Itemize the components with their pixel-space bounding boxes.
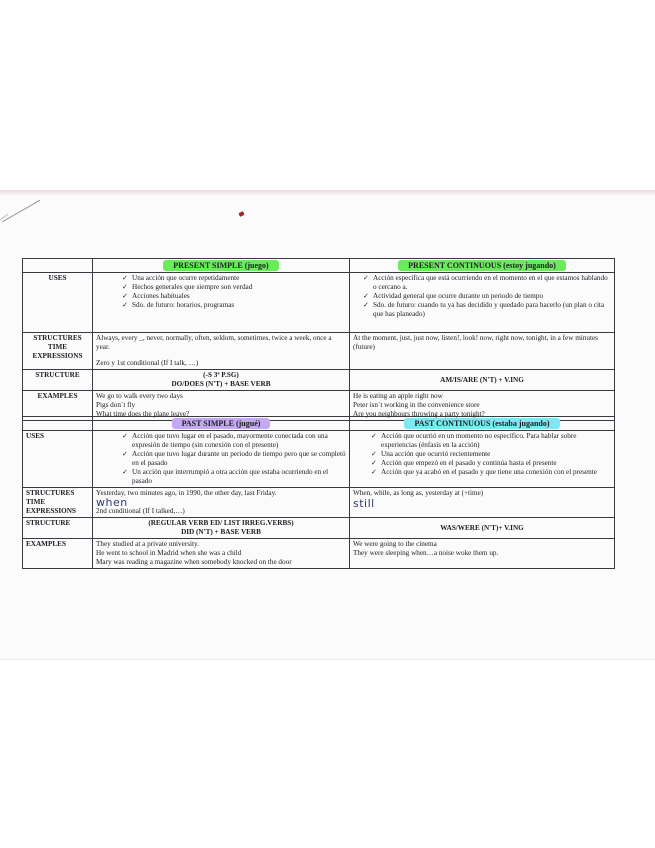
list-item: ✓ Acción que tuvo lugar durante un periodo de tiempo pero que se completó en el pasado <box>122 450 346 468</box>
list-item: ✓ Una acción que ocurrió recientemente <box>371 450 611 459</box>
examples-label: EXAMPLES <box>23 391 93 421</box>
structure-row <box>23 370 615 391</box>
present-simple-structure: (-S 3ª P.SG) DO/DOES (N'T) + BASE VERB <box>93 370 350 391</box>
conditional-note: Zero y 1st conditional (If I talk, …) <box>96 359 199 367</box>
present-continuous-structure: AM/IS/ARE (N'T) + V.ING <box>350 370 615 391</box>
past-simple-examples: They studied at a private university. He went to school in Madrid when she was a child Mary was reading a magazine when somebody knocked on the door <box>93 539 350 569</box>
present-tenses-table <box>22 258 615 421</box>
past-simple-header: PAST SIMPLE (jugué) <box>93 417 350 431</box>
list-item: ✓ Acción que tuvo lugar en el pasado, mayormente conectada con una expresión de tiempo (sin conexión con el presente) <box>122 432 346 450</box>
past-simple-time-expressions: Yesterday, two minutes ago, in 1990, the other day, last Friday. when 2nd conditional (If I talked,…) <box>93 488 350 518</box>
present-continuous-examples: He is eating an apple right now Peter isn´t working in the convenience store Are you neighbours throwing a party tonight? <box>350 391 615 421</box>
past-continuous-uses <box>350 431 615 488</box>
folded-corner-mark <box>0 196 50 226</box>
present-continuous-time-expressions: At the moment, just, just now, listen!, look! now, right now, tonight, in a few minutes (future) <box>350 333 615 370</box>
handwritten-note: when <box>96 496 128 509</box>
list-item: ✓ Una acción que ocurre repetidamente <box>122 274 346 283</box>
structure-row <box>23 518 615 539</box>
list-item: ✓ Acción que ocurrió en un momento no específico. Para hablar sobre experiencias (énfasis en la acción) <box>371 432 611 450</box>
list-item: ✓ Acción que ya acabó en el pasado y que tiene una conexión con el presente <box>371 468 611 477</box>
conditional-note: 2nd conditional (If I talked,…) <box>96 507 185 515</box>
past-continuous-time-expressions: When, while, as long as, yesterday at (+time) still <box>350 488 615 518</box>
table-header-row <box>23 417 615 431</box>
examples-row <box>23 539 615 569</box>
handwritten-note: still <box>353 497 375 510</box>
time-expressions-label: STRUCTURES TIME EXPRESSIONS <box>23 333 93 370</box>
present-continuous-header: PRESENT CONTINUOUS (estoy jugando) <box>350 259 615 273</box>
uses-row <box>23 273 615 333</box>
list-item: ✓ Actividad general que ocurre durante un periodo de tiempo <box>363 292 611 301</box>
past-tenses-table <box>22 416 615 569</box>
present-simple-header: PRESENT SIMPLE (juego) <box>93 259 350 273</box>
structure-label: STRUCTURE <box>23 370 93 391</box>
present-simple-uses <box>93 273 350 333</box>
past-continuous-structure: WAS/WERE (N'T)+ V.ING <box>350 518 615 539</box>
list-item: ✓ Sdo. de futuro: cuando tu ya has decidido y quedado para hacerlo (un plan o cita que has planeado) <box>363 301 611 319</box>
past-continuous-examples: We were going to the cinema They were sleeping when…a noise woke them up. <box>350 539 615 569</box>
list-item: ✓ Acciones habituales <box>122 292 346 301</box>
past-continuous-header: PAST CONTINUOUS (estaba jugando) <box>350 417 615 431</box>
present-simple-examples: We go to walk every two days Pigs don´t fly What time does the plane leave? <box>93 391 350 421</box>
list-item: ✓ Acción específica que está ocurriendo en el momento en el que estamos hablando o cercano a. <box>363 274 611 292</box>
list-item: ✓ Sdo. de futuro: horarios, programas <box>122 301 346 310</box>
page-edge-shadow <box>0 190 655 196</box>
empty-corner-cell <box>23 417 93 431</box>
structure-label: STRUCTURE <box>23 518 93 539</box>
list-item: ✓ Hechos generales que siempre son verdad <box>122 283 346 292</box>
past-simple-uses <box>93 431 350 488</box>
empty-corner-cell <box>23 259 93 273</box>
present-simple-time-expressions: Always, every _, never, normally, often, seldom, sometimes, twice a week, once a year. Zero y 1st conditional (If I talk, …) <box>93 333 350 370</box>
time-expressions-row <box>23 333 615 370</box>
time-expressions-label: STRUCTURES TIME EXPRESSIONS <box>23 488 93 518</box>
list-item: ✓ Un acción que interrumpió a otra acción que estaba ocurriendo en el pasado <box>122 468 346 486</box>
table-header-row <box>23 259 615 273</box>
uses-label: USES <box>23 273 93 333</box>
list-item: ✓ Acción que empezó en el pasado y continúa hasta el presente <box>371 459 611 468</box>
uses-row <box>23 431 615 488</box>
uses-label: USES <box>23 431 93 488</box>
past-simple-structure: (REGULAR VERB ED/ LIST IRREG.VERBS) DID (N'T) + BASE VERB <box>93 518 350 539</box>
present-continuous-uses <box>350 273 615 333</box>
examples-label: EXAMPLES <box>23 539 93 569</box>
time-expressions-row <box>23 488 615 518</box>
